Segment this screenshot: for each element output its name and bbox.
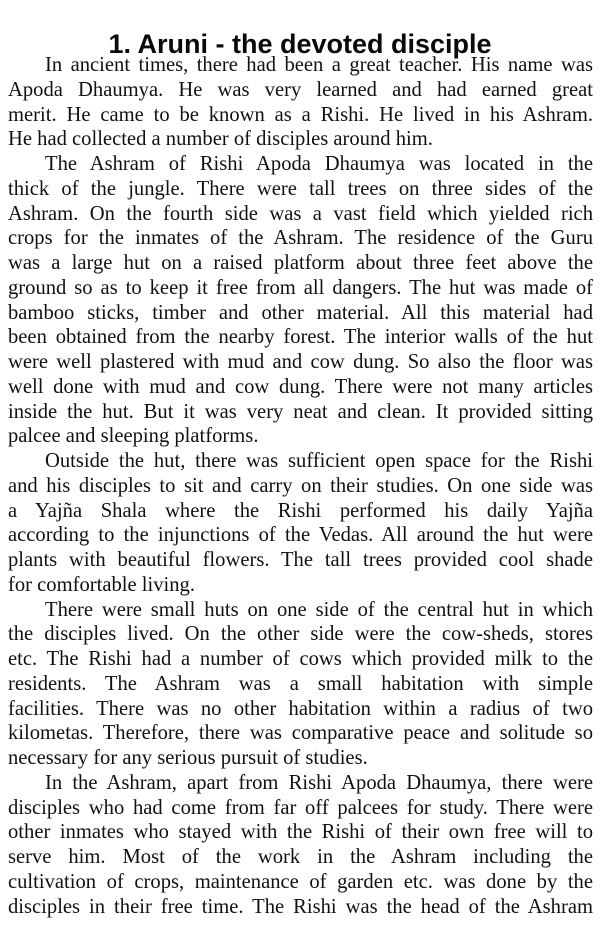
text-line: for comfortable living.	[8, 573, 196, 596]
text-line: The Ashram of Rishi Apoda Dhaumya was located in the	[45, 153, 593, 175]
text-line: the disciples lived. On the other side were the cow-sheds, stores	[8, 623, 593, 646]
text-line: crops for the inmates of the Ashram. The residence of the Guru	[8, 227, 593, 250]
text-line: etc. The Rishi had a number of cows which provided milk to the	[8, 648, 593, 670]
text-line: There were small huts on one side of the central hut in which	[45, 598, 593, 621]
text-line: Apoda Dhaumya. He was very learned and had earned great	[8, 78, 593, 101]
paragraph	[8, 598, 593, 771]
text-line: disciples who had come from far off palcees for study. There were	[8, 796, 593, 819]
text-line: Outside the hut, there was sufficient open space for the Rishi	[45, 450, 593, 472]
text-line: serve him. Most of the work in the Ashram including the	[8, 846, 593, 868]
text-line: well done with mud and cow dung. There were not many articles	[8, 375, 593, 398]
text-line: and his disciples to sit and carry on their studies. On one side was	[8, 474, 593, 497]
text-line: Ashram. On the fourth side was a vast field which yielded rich	[8, 202, 593, 225]
text-line: palcee and sleeping platforms.	[8, 425, 259, 448]
paragraph	[8, 152, 593, 449]
text-line: merit. He came to be known as a Rishi. He lived in his Ashram.	[8, 103, 593, 126]
paragraph	[8, 53, 593, 152]
text-line: were well plastered with mud and cow dung. So also the floor was	[8, 351, 593, 373]
text-line: bamboo sticks, timber and other material. All this material had	[8, 301, 593, 324]
text-line: disciples in their free time. The Rishi was the head of the Ashram	[8, 895, 593, 918]
text-line: facilities. There was no other habitation within a radius of two	[8, 697, 593, 720]
chapter-title: 1. Aruni - the devoted disciple	[108, 29, 492, 60]
text-line: necessary for any serious pursuit of studies.	[8, 747, 368, 769]
paragraph	[8, 771, 593, 920]
text-line: been obtained from the nearby forest. The interior walls of the hut	[8, 326, 593, 349]
text-line: kilometas. Therefore, there was comparative peace and solitude so	[8, 722, 593, 745]
chapter-body	[8, 53, 593, 919]
text-line: cultivation of crops, maintenance of garden etc. was done by the	[8, 870, 593, 893]
text-line: inside the hut. But it was very neat and clean. It provided sitting	[8, 400, 593, 423]
text-line: according to the injunctions of the Vedas. All around the hut were	[8, 524, 593, 547]
text-line: plants with beautiful flowers. The tall trees provided cool shade	[8, 549, 593, 571]
text-line: a Yajña Shala where the Rishi performed his daily Yajña	[8, 499, 593, 522]
text-line: In ancient times, there had been a great teacher. His name was	[45, 54, 593, 76]
text-line: ground so as to keep it free from all dangers. The hut was made of	[8, 276, 593, 299]
text-line: was a large hut on a raised platform about three feet above the	[8, 252, 593, 274]
text-line: residents. The Ashram was a small habitation with simple	[8, 672, 593, 695]
text-line: In the Ashram, apart from Rishi Apoda Dhaumya, there were	[45, 771, 593, 794]
text-line: other inmates who stayed with the Rishi of their own free will to	[8, 821, 593, 844]
text-line: He had collected a number of disciples around him.	[8, 128, 433, 151]
paragraph	[8, 449, 593, 598]
text-line: thick of the jungle. There were tall trees on three sides of the	[8, 177, 593, 200]
